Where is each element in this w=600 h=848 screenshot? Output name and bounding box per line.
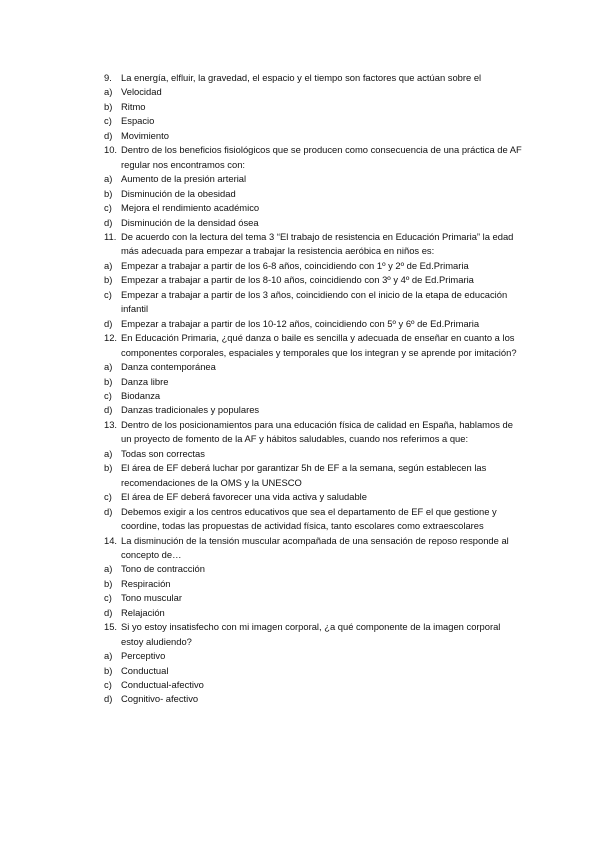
option-letter: d) <box>104 129 113 141</box>
question-number: 14. <box>104 534 118 546</box>
answer-option <box>104 389 524 403</box>
option-letter: c) <box>104 592 112 604</box>
option-text: Conductual-afectivo <box>121 679 204 691</box>
option-letter: c) <box>104 491 112 503</box>
option-letter: d) <box>104 317 113 329</box>
answer-option <box>104 201 524 215</box>
question-number: 12. <box>104 332 118 344</box>
option-text: Empezar a trabajar a partir de los 10-12 años, coincidiendo con 5º y 6º de Ed.Primaria <box>121 317 480 329</box>
option-text: Todas son correctas <box>121 447 205 459</box>
answer-option <box>104 114 524 128</box>
question-stem <box>104 71 524 85</box>
answer-option <box>104 692 524 706</box>
answer-option <box>104 360 524 374</box>
option-letter: b) <box>104 462 113 474</box>
option-text: Espacio <box>121 115 155 127</box>
option-letter: c) <box>104 202 112 214</box>
option-letter: a) <box>104 361 113 373</box>
answer-option <box>104 490 524 504</box>
question-stem <box>104 620 524 649</box>
option-text: Debemos exigir a los centros educativos que sea el departamento de EF el que gestione y coordine, todas las propuestas de actividad física, tanto escolares como extraescolares <box>121 505 497 532</box>
option-letter: b) <box>104 187 113 199</box>
answer-option <box>104 259 524 273</box>
question-number: 10. <box>104 144 118 156</box>
answer-option <box>104 375 524 389</box>
option-text: El área de EF deberá luchar por garantizar 5h de EF a la semana, según establecen las recomendaciones de la OMS y la UNESCO <box>121 462 487 488</box>
option-text: Cognitivo- afectivo <box>121 693 199 705</box>
answer-option <box>104 447 524 461</box>
option-letter: b) <box>104 577 113 589</box>
question-stem <box>104 418 524 447</box>
option-text: El área de EF deberá favorecer una vida activa y saludable <box>121 491 367 503</box>
answer-option <box>104 649 524 663</box>
option-text: Tono de contracción <box>121 563 205 575</box>
option-letter: c) <box>104 288 112 300</box>
answer-option <box>104 664 524 678</box>
option-text: Respiración <box>121 577 171 589</box>
option-letter: d) <box>104 606 113 618</box>
answer-option <box>104 403 524 417</box>
question-number: 13. <box>104 418 118 430</box>
question-text: De acuerdo con la lectura del tema 3 “El trabajo de resistencia en Educación Primaria” la edad más adecuada para empezar a trabajar la resistencia aeróbica en niños es: <box>121 230 514 257</box>
answer-option <box>104 273 524 287</box>
question-text: Dentro de los beneficios fisiológicos que se producen como consecuencia de una práctica de AF regular nos encontramos con: <box>121 144 522 170</box>
question-stem <box>104 534 524 563</box>
answer-option <box>104 129 524 143</box>
option-text: Conductual <box>121 664 169 676</box>
question-text: La energía, elfluir, la gravedad, el espacio y el tiempo son factores que actúan sobre el <box>121 72 482 83</box>
question-text: Si yo estoy insatisfecho con mi imagen corporal, ¿a qué componente de la imagen corporal estoy aludiendo? <box>121 621 501 647</box>
question-number: 11. <box>104 230 117 242</box>
option-letter: a) <box>104 173 113 185</box>
option-letter: a) <box>104 86 113 98</box>
option-letter: d) <box>104 693 113 705</box>
answer-option <box>104 562 524 576</box>
option-letter: b) <box>104 274 113 286</box>
option-text: Empezar a trabajar a partir de los 6-8 años, coincidiendo con 1º y 2º de Ed.Primaria <box>121 259 469 271</box>
answer-option <box>104 317 524 331</box>
answer-option <box>104 100 524 114</box>
answer-option <box>104 187 524 201</box>
option-letter: a) <box>104 259 113 271</box>
option-text: Aumento de la presión arterial <box>121 173 247 185</box>
answer-option <box>104 678 524 692</box>
option-letter: c) <box>104 679 112 691</box>
answer-option <box>104 172 524 186</box>
option-text: Biodanza <box>121 389 161 401</box>
option-letter: a) <box>104 563 113 575</box>
option-text: Disminución de la obesidad <box>121 187 236 199</box>
answer-option <box>104 461 524 490</box>
option-text: Mejora el rendimiento académico <box>121 202 260 214</box>
answer-option <box>104 85 524 99</box>
question-stem <box>104 230 524 259</box>
option-letter: b) <box>104 664 113 676</box>
option-text: Tono muscular <box>121 592 182 604</box>
answer-option <box>104 216 524 230</box>
question-text: Dentro de los posicionamientos para una educación física de calidad en España, hablamos de un proyecto de fomento de la AF y hábitos saludables, cuando nos referimos a que: <box>121 418 513 445</box>
option-letter: d) <box>104 404 113 416</box>
option-text: Empezar a trabajar a partir de los 8-10 años, coincidiendo con 3º y 4º de Ed.Primaria <box>121 274 474 286</box>
option-text: Empezar a trabajar a partir de los 3 años, coincidiendo con el inicio de la etapa de educación infantil <box>121 288 508 315</box>
answer-option <box>104 591 524 605</box>
option-text: Ritmo <box>121 100 146 112</box>
option-letter: d) <box>104 505 113 517</box>
option-letter: a) <box>104 447 113 459</box>
option-letter: c) <box>104 389 112 401</box>
question-stem <box>104 143 524 172</box>
answer-option <box>104 505 524 534</box>
option-letter: d) <box>104 216 113 228</box>
question-list <box>104 71 524 707</box>
option-letter: c) <box>104 115 112 127</box>
option-text: Perceptivo <box>121 650 166 662</box>
option-text: Movimiento <box>121 129 169 141</box>
option-text: Disminución de la densidad ósea <box>121 216 259 228</box>
answer-option <box>104 606 524 620</box>
option-text: Relajación <box>121 606 165 618</box>
option-letter: a) <box>104 650 113 662</box>
option-letter: b) <box>104 100 113 112</box>
question-text: En Educación Primaria, ¿qué danza o baile es sencilla y adecuada de enseñar en cuanto a los componentes corporales, espaciales y temporales que los integran y se aprende por imitación? <box>121 332 517 358</box>
option-letter: b) <box>104 375 113 387</box>
option-text: Danzas tradicionales y populares <box>121 404 260 416</box>
question-number: 9. <box>104 72 112 83</box>
answer-option <box>104 577 524 591</box>
question-stem <box>104 331 524 360</box>
question-text: La disminución de la tensión muscular acompañada de una sensación de reposo responde al concepto de… <box>121 534 509 560</box>
option-text: Danza contemporánea <box>121 361 216 373</box>
option-text: Danza libre <box>121 375 169 387</box>
question-number: 15. <box>104 621 118 633</box>
answer-option <box>104 288 524 317</box>
option-text: Velocidad <box>121 86 162 98</box>
